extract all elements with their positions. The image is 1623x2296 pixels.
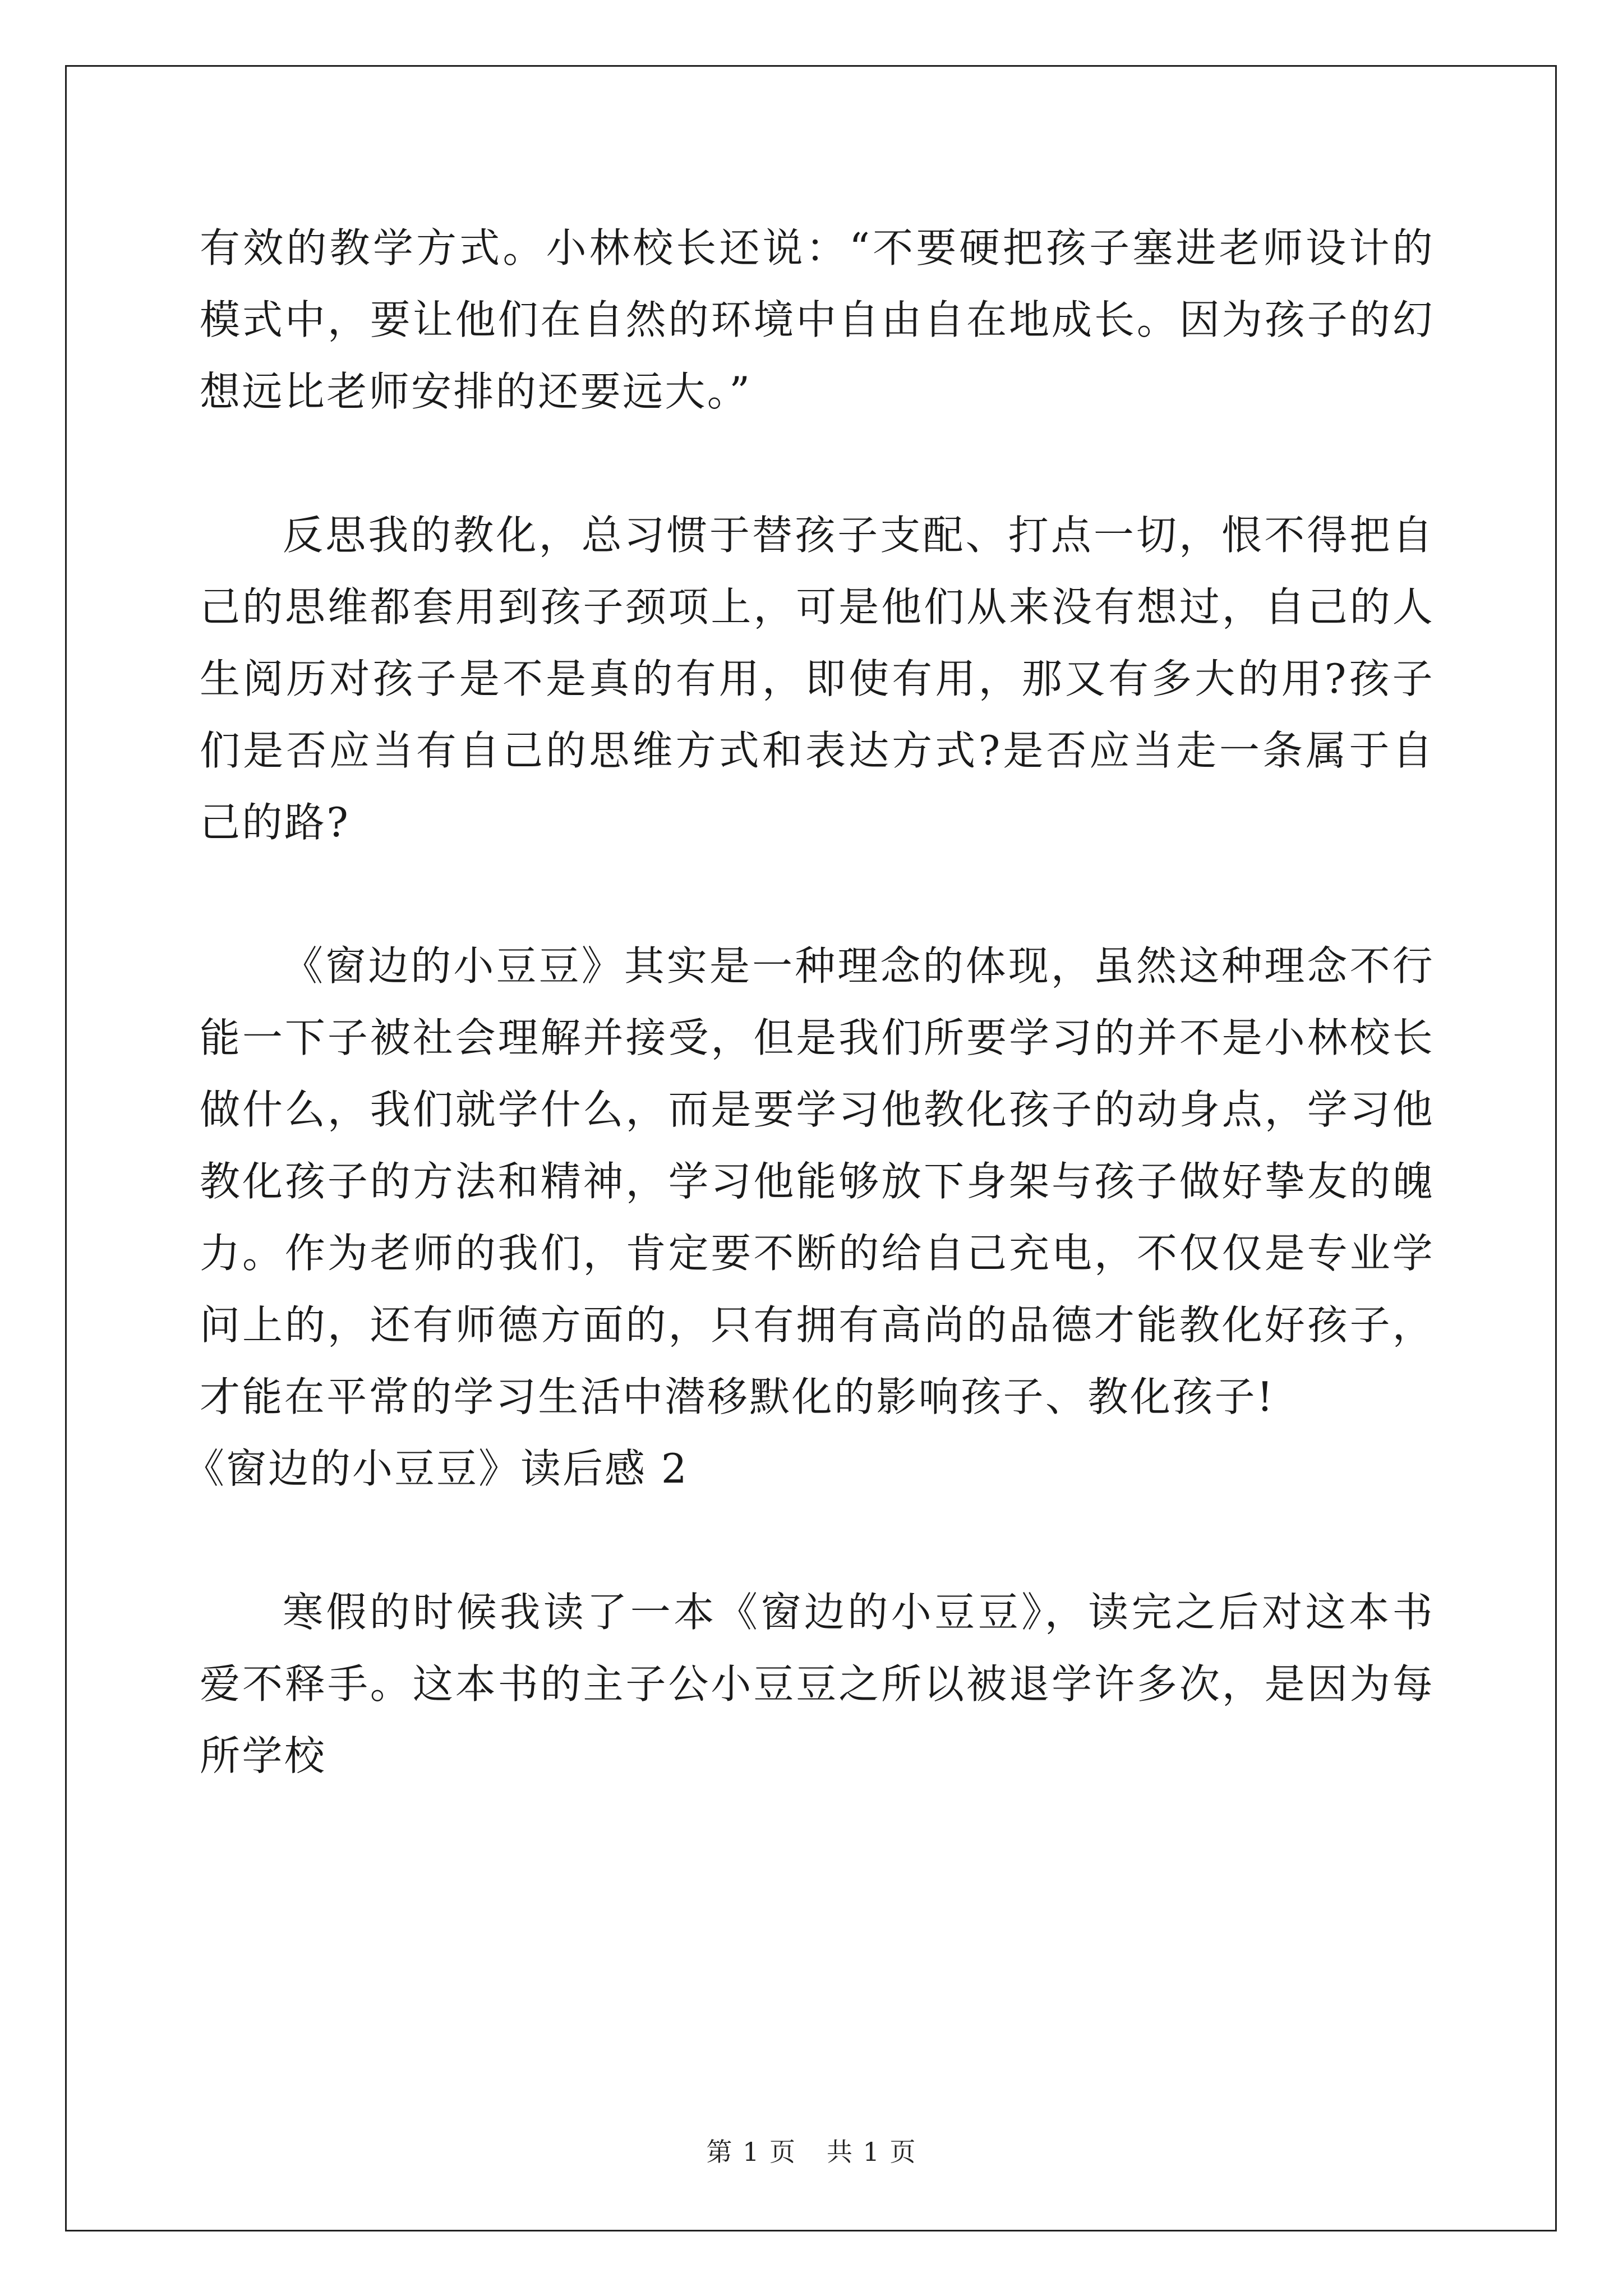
page-footer [0, 2135, 1623, 2169]
page-total: 共 1 页 [827, 2137, 917, 2167]
paragraph-book-concept: 《窗边的小豆豆》其实是一种理念的体现，虽然这种理念不行能一下子被社会理解并接受，但是我们所要学习的并不是小林校长做什么，我们就学什么，而是要学习他教化孩子的动身点，学习他教化孩子的方法和精神，学习他能够放下身架与孩子做好挚友的魄力。作为老师的我们，肯定要不断的给自己充电，不仅仅是专业学问上的，还有师德方面的，只有拥有高尚的品德才能教化好孩子，才能在平常的学习生活中潜移默化的影响孩子、教化孩子! [200, 942, 1435, 1420]
paragraph-section-intro: 寒假的时候我读了一本《窗边的小豆豆》，读完之后对这本书爱不释手。这本书的主子公小豆豆之所以被退学许多次，是因为每所学校 [200, 1589, 1435, 1779]
paragraph-reflection: 反思我的教化，总习惯于替孩子支配、打点一切，恨不得把自己的思维都套用到孩子颈项上，可是他们从来没有想过，自己的人生阅历对孩子是不是真的有用，即使有用，那又有多大的用?孩子们是否应当有自己的思维方式和表达方式?是否应当走一条属于自己的路? [200, 512, 1435, 846]
section-title: 《窗边的小豆豆》读后感 2 [184, 1445, 689, 1492]
page-number: 第 1 页 [706, 2137, 796, 2167]
document-body [184, 212, 1435, 1792]
paragraph-continuation: 有效的教学方式。小林校长还说：“不要硬把孩子塞进老师设计的模式中，要让他们在自然的环境中自由自在地成长。因为孩子的幻想远比老师安排的还要远大。” [200, 224, 1435, 415]
